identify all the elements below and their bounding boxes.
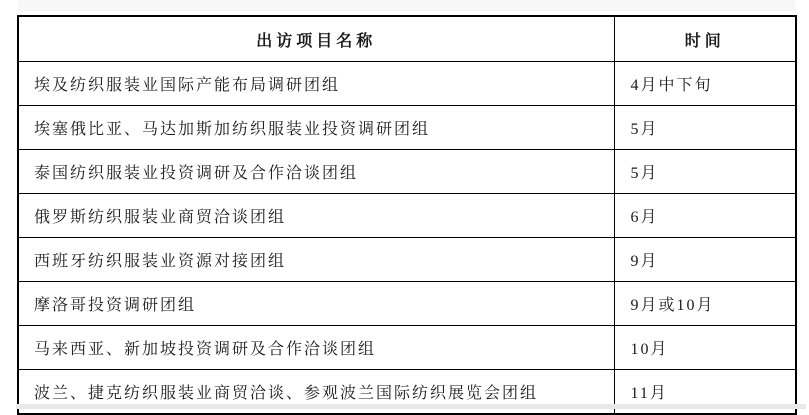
project-name-cell: 俄罗斯纺织服装业商贸洽谈团组 xyxy=(18,194,614,238)
visit-schedule-table xyxy=(17,15,797,415)
table-row xyxy=(18,106,796,150)
time-cell: 11月 xyxy=(614,370,796,415)
project-name-cell: 波兰、捷克纺织服装业商贸洽谈、参观波兰国际纺织展览会团组 xyxy=(18,370,614,415)
column-header-project-name: 出访项目名称 xyxy=(18,16,614,62)
time-cell: 9月或10月 xyxy=(614,282,796,326)
bottom-divider xyxy=(16,404,806,409)
column-header-time: 时间 xyxy=(614,16,796,62)
time-cell: 5月 xyxy=(614,150,796,194)
project-name-cell: 泰国纺织服装业投资调研及合作洽谈团组 xyxy=(18,150,614,194)
project-name-cell: 摩洛哥投资调研团组 xyxy=(18,282,614,326)
project-name-cell: 马来西亚、新加坡投资调研及合作洽谈团组 xyxy=(18,326,614,370)
table-row xyxy=(18,62,796,106)
time-cell: 6月 xyxy=(614,194,796,238)
table-header-row xyxy=(18,16,796,62)
table-row xyxy=(18,238,796,282)
project-name-cell: 埃及纺织服装业国际产能布局调研团组 xyxy=(18,62,614,106)
time-cell: 5月 xyxy=(614,106,796,150)
table-row xyxy=(18,194,796,238)
table-row xyxy=(18,326,796,370)
project-name-cell: 埃塞俄比亚、马达加斯加纺织服装业投资调研团组 xyxy=(18,106,614,150)
table-row xyxy=(18,150,796,194)
time-cell: 10月 xyxy=(614,326,796,370)
top-divider xyxy=(18,0,795,11)
table-row xyxy=(18,282,796,326)
project-name-cell: 西班牙纺织服装业资源对接团组 xyxy=(18,238,614,282)
time-cell: 4月中下旬 xyxy=(614,62,796,106)
time-cell: 9月 xyxy=(614,238,796,282)
